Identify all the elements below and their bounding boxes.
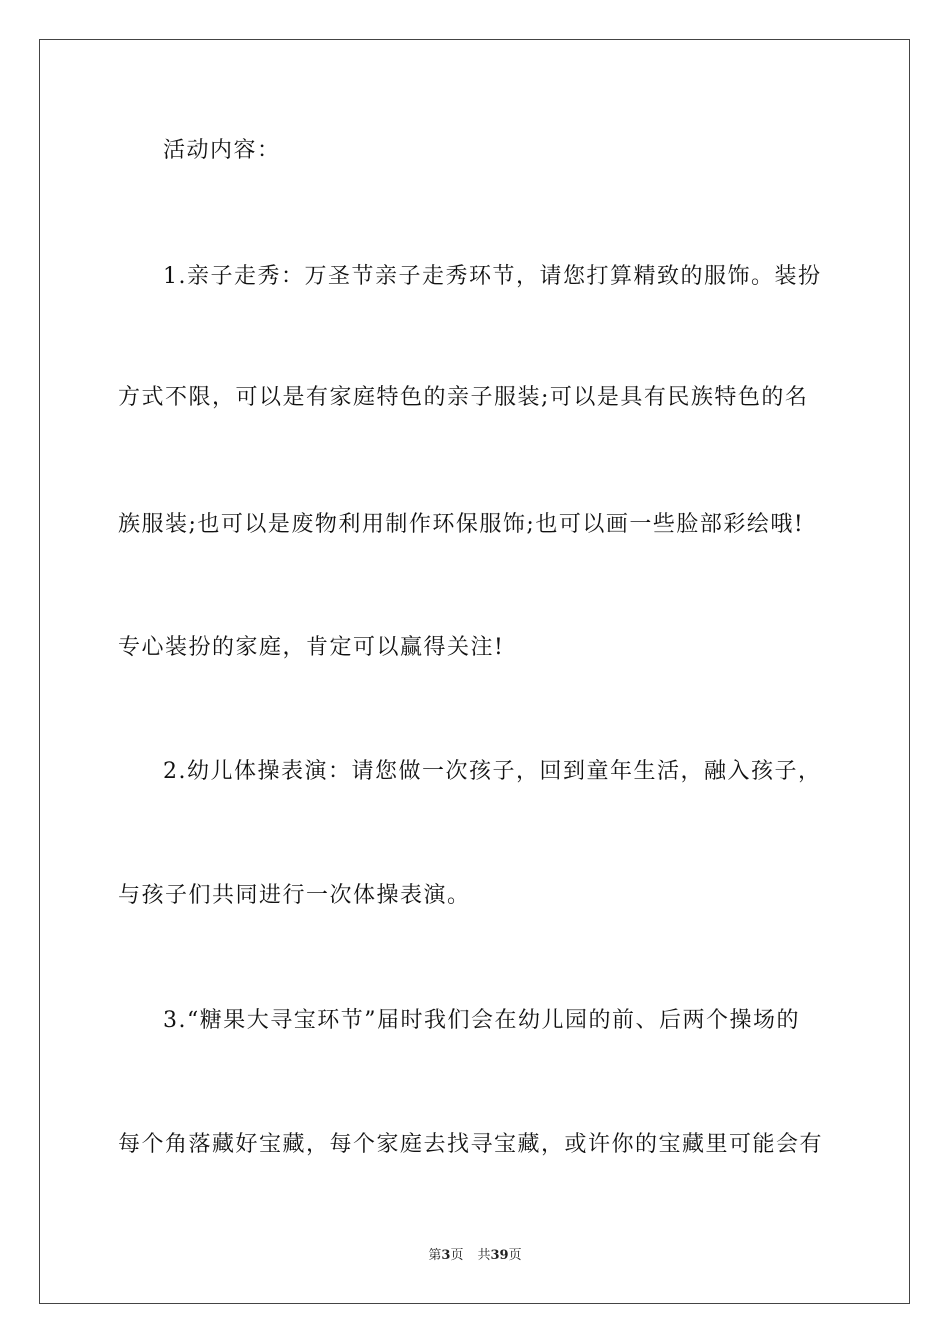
page-footer [0,1247,950,1265]
page-suffix: 页 [450,1248,464,1263]
paragraph-line: 与孩子们共同进行一次体操表演。 [118,883,471,908]
section-heading: 活动内容： [163,138,281,163]
total-pages: 39 [490,1248,509,1263]
total-suffix: 页 [508,1248,522,1263]
page-number: 3 [441,1248,451,1263]
paragraph-line: 方式不限，可以是有家庭特色的亲子服装;可以是具有民族特色的名 [118,385,809,410]
paragraph-line: 2.幼儿体操表演：请您做一次孩子，回到童年生活，融入孩子， [163,759,822,784]
page-prefix: 第 [428,1248,442,1263]
page-border [39,39,910,1304]
paragraph-line: 1.亲子走秀：万圣节亲子走秀环节，请您打算精致的服饰。装扮 [163,264,822,289]
paragraph-line: 每个角落藏好宝藏，每个家庭去找寻宝藏，或许你的宝藏里可能会有 [118,1132,824,1157]
paragraph-line: 3.“糖果大寻宝环节”届时我们会在幼儿园的前、后两个操场的 [163,1008,800,1033]
paragraph-line: 族服装;也可以是废物利用制作环保服饰;也可以画一些脸部彩绘哦! [118,512,805,537]
paragraph-line: 专心装扮的家庭，肯定可以赢得关注! [118,635,505,660]
total-prefix: 共 [477,1248,491,1263]
